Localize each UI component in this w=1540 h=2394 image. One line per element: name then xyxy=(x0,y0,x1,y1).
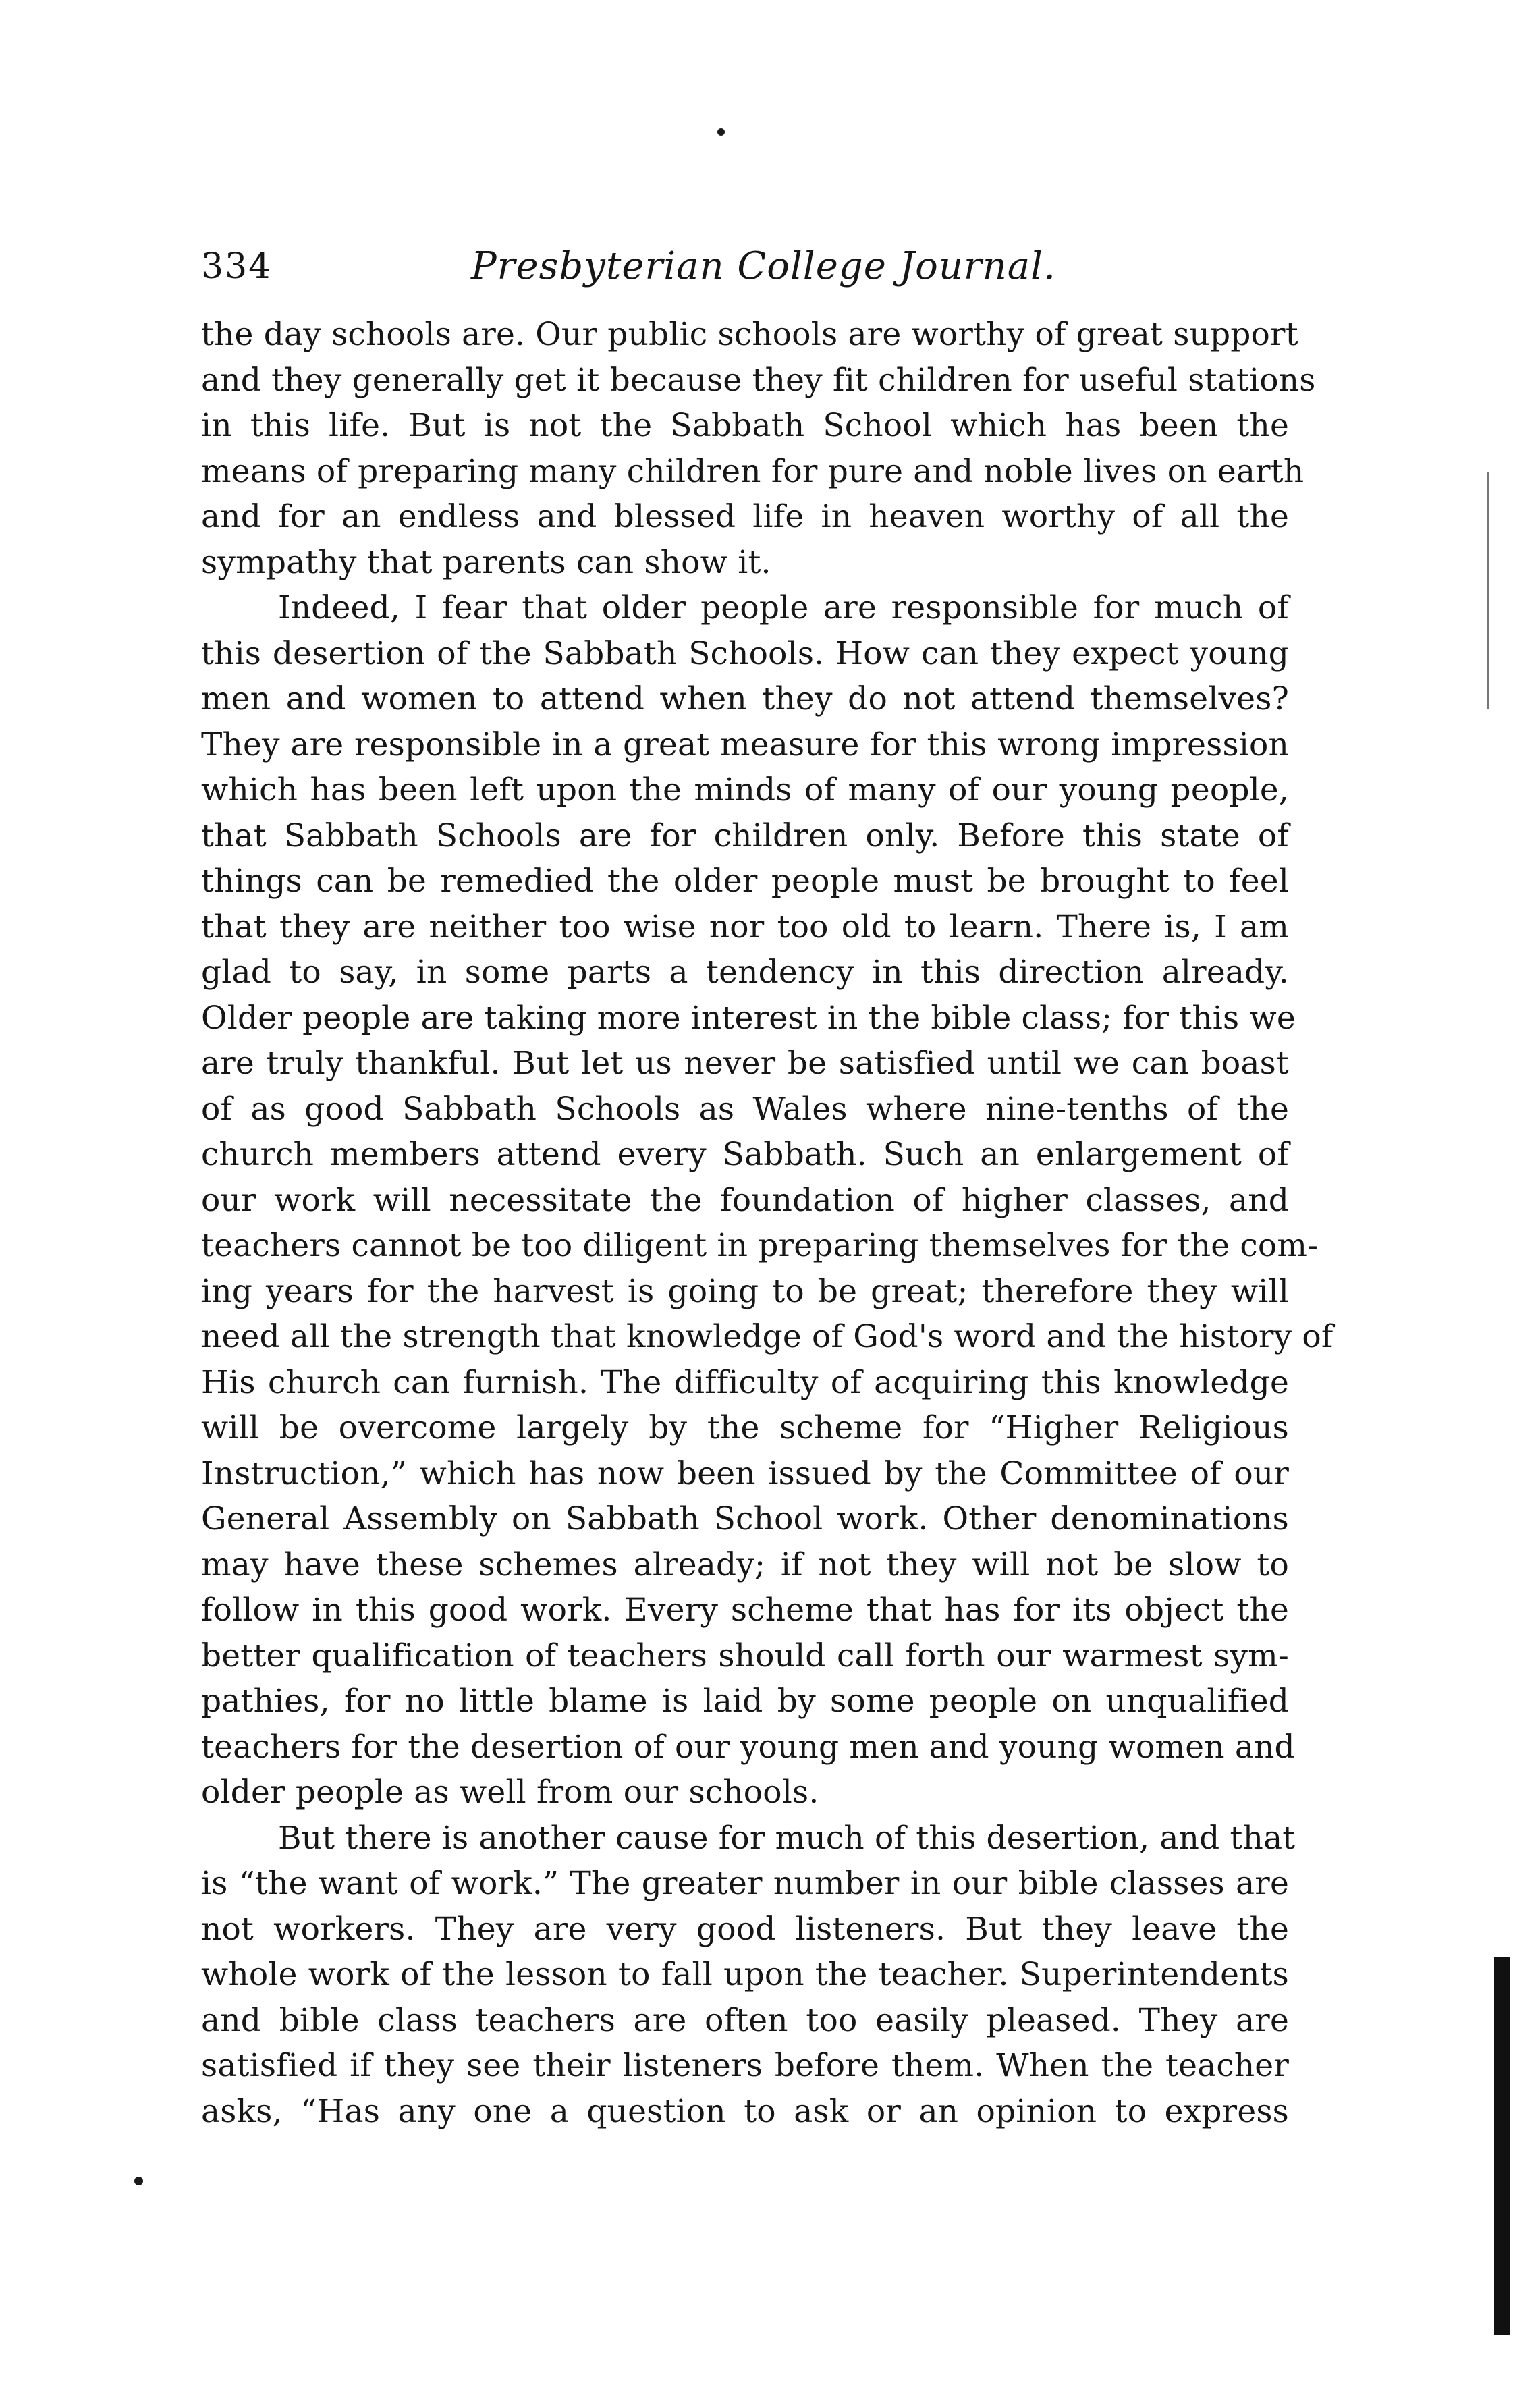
text-line: are truly thankful. But let us never be satisfied until we can boast xyxy=(201,1045,1289,1082)
text-line: Instruction,” which has now been issued by the Committee of our xyxy=(201,1454,1289,1492)
text-line: General Assembly on Sabbath School work. Other denominations xyxy=(201,1500,1289,1538)
text-line: that they are neither too wise nor too old to learn. There is, I am xyxy=(201,908,1289,946)
margin-dot-mark xyxy=(134,2177,143,2185)
text-line: Indeed, I fear that older people are responsible for much of xyxy=(278,589,1289,626)
scan-edge-shadow xyxy=(1494,1957,1510,2335)
text-line: follow in this good work. Every scheme that has for its object the xyxy=(201,1592,1289,1629)
text-line: whole work of the lesson to fall upon the teacher. Superintendents xyxy=(201,1956,1289,1993)
text-line: and for an endless and blessed life in heaven worthy of all the xyxy=(201,498,1289,535)
text-line: this desertion of the Sabbath Schools. How can they expect young xyxy=(201,634,1289,672)
text-line: men and women to attend when they do not attend themselves? xyxy=(201,680,1289,717)
text-line: will be overcome largely by the scheme for “Higher Religious xyxy=(201,1409,1289,1446)
text-line: ing years for the harvest is going to be great; therefore they will xyxy=(201,1272,1289,1310)
text-line: in this life. But is not the Sabbath School which has been the xyxy=(201,407,1289,444)
text-line: of as good Sabbath Schools as Wales where nine-tenths of the xyxy=(201,1090,1289,1128)
text-line: pathies, for no little blame is laid by some people on unqualified xyxy=(201,1683,1289,1720)
text-line: teachers cannot be too diligent in preparing themselves for the com- xyxy=(201,1227,1319,1264)
text-line: need all the strength that knowledge of God's word and the history of xyxy=(201,1318,1333,1355)
text-line: glad to say, in some parts a tendency in this direction already. xyxy=(201,954,1289,991)
text-line: may have these schemes already; if not they will not be slow to xyxy=(201,1546,1289,1583)
text-line: They are responsible in a great measure for this wrong impression xyxy=(201,726,1289,763)
scan-edge-line xyxy=(1487,472,1489,709)
text-line: His church can furnish. The difficulty of acquiring this knowledge xyxy=(201,1363,1289,1401)
text-line: which has been left upon the minds of many of our young people, xyxy=(201,771,1289,809)
text-line: things can be remedied the older people must be brought to feel xyxy=(201,863,1289,900)
page-header xyxy=(201,242,1321,292)
text-line: older people as well from our schools. xyxy=(201,1774,819,1811)
text-line: our work will necessitate the foundation of higher classes, and xyxy=(201,1181,1289,1219)
text-line: satisfied if they see their listeners before them. When the teacher xyxy=(201,2047,1289,2084)
text-line: Older people are taking more interest in the bible class; for this we xyxy=(201,999,1296,1037)
text-line: and bible class teachers are often too easily pleased. They are xyxy=(201,2001,1289,2039)
text-line: and they generally get it because they fit children for useful stations xyxy=(201,361,1316,399)
text-line: But there is another cause for much of this desertion, and that xyxy=(278,1819,1296,1857)
text-line: means of preparing many children for pure and noble lives on earth xyxy=(201,452,1304,490)
page-number: 334 xyxy=(201,246,273,287)
running-title: Presbyterian College Journal. xyxy=(471,244,1056,288)
text-line: the day schools are. Our public schools are worthy of great support xyxy=(201,316,1298,353)
text-line: church members attend every Sabbath. Such an enlargement of xyxy=(201,1136,1289,1173)
text-line: asks, “Has any one a question to ask or an opinion to express xyxy=(201,2092,1289,2130)
text-line: sympathy that parents can show it. xyxy=(201,543,771,581)
text-line: better qualification of teachers should call forth our warmest sym- xyxy=(201,1637,1289,1675)
text-line: teachers for the desertion of our young men and young women and xyxy=(201,1728,1295,1766)
body-text xyxy=(201,312,1333,2134)
text-line: not workers. They are very good listeners. But they leave the xyxy=(201,1910,1289,1948)
text-line: that Sabbath Schools are for children only. Before this state of xyxy=(201,817,1289,854)
print-speck-mark xyxy=(717,128,725,136)
text-line: is “the want of work.” The greater number in our bible classes are xyxy=(201,1865,1289,1902)
